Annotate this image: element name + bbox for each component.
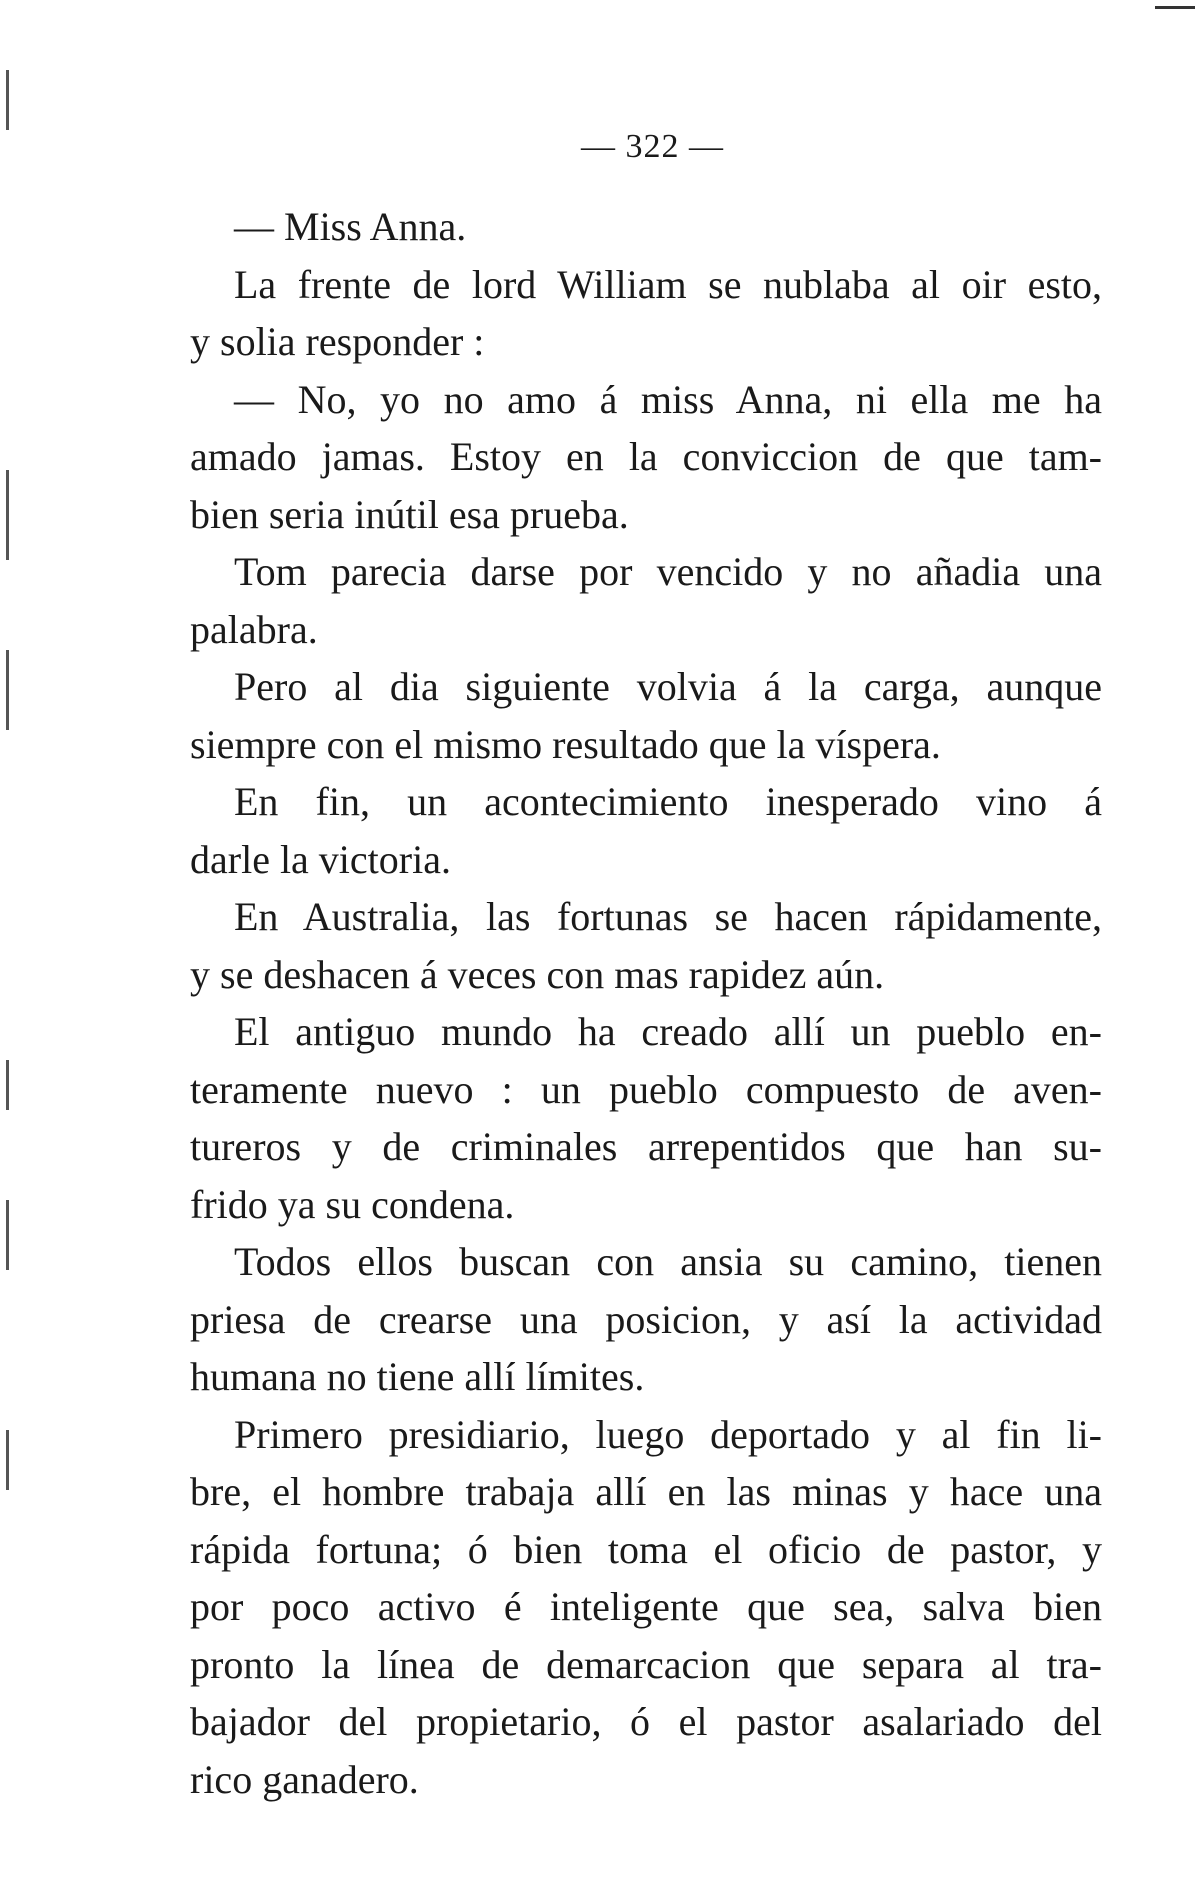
text-line: siempre con el mismo resultado que la víspera.	[190, 721, 941, 767]
text-line: En fin, un acontecimiento inesperado vino á	[234, 779, 1102, 824]
text-line: pronto la línea de demarcacion que separa al tra-	[190, 1641, 1102, 1687]
text-line: rico ganadero.	[190, 1756, 419, 1802]
text-line: El antiguo mundo ha creado allí un pueblo en-	[234, 1009, 1102, 1054]
text-line: La frente de lord William se nublaba al oir esto,	[234, 261, 1102, 307]
text-line: humana no tiene allí límites.	[190, 1354, 645, 1399]
text-line: bre, el hombre trabaja allí en las minas y hace una	[190, 1469, 1102, 1514]
text-line: amado jamas. Estoy en la conviccion de que tam-	[190, 434, 1102, 479]
text-line: y solia responder :	[190, 319, 485, 364]
text-line: Primero presidiario, luego deportado y al fin li-	[234, 1411, 1102, 1457]
text-line: por poco activo é inteligente que sea, salva bien	[190, 1584, 1102, 1629]
text-line: En Australia, las fortunas se hacen rápidamente,	[234, 894, 1102, 939]
text-line: y se deshacen á veces con mas rapidez aún.	[190, 951, 885, 997]
scan-artifact	[6, 70, 9, 130]
scan-artifact	[6, 470, 9, 560]
text-line: teramente nuevo : un pueblo compuesto de aven-	[190, 1066, 1102, 1112]
text-line: — Miss Anna.	[234, 204, 467, 249]
text-line: darle la victoria.	[190, 836, 451, 882]
scan-artifact	[6, 1200, 9, 1270]
text-line: priesa de crearse una posicion, y así la actividad	[190, 1296, 1102, 1342]
scan-artifact	[6, 1060, 9, 1110]
text-line: tureros y de criminales arrepentidos que han su-	[190, 1124, 1102, 1169]
text-line: Todos ellos buscan con ansia su camino, tienen	[234, 1239, 1102, 1284]
text-line: palabra.	[190, 606, 318, 652]
page-number: — 322 —	[581, 128, 724, 165]
text-line: bien seria inútil esa prueba.	[190, 491, 629, 537]
text-line: rápida fortuna; ó bien toma el oficio de pastor, y	[190, 1526, 1102, 1572]
text-line: bajador del propietario, ó el pastor asalariado del	[190, 1699, 1102, 1744]
text-line: frido ya su condena.	[190, 1181, 515, 1227]
scan-artifact	[1155, 6, 1195, 9]
text-line: — No, yo no amo á miss Anna, ni ella me ha	[234, 376, 1102, 422]
text-line: Tom parecia darse por vencido y no añadia una	[234, 549, 1102, 594]
body-text	[190, 198, 1102, 1808]
text-line: Pero al dia siguiente volvia á la carga, aunque	[234, 664, 1102, 709]
scan-artifact	[6, 1430, 9, 1490]
scan-artifact	[6, 650, 9, 730]
